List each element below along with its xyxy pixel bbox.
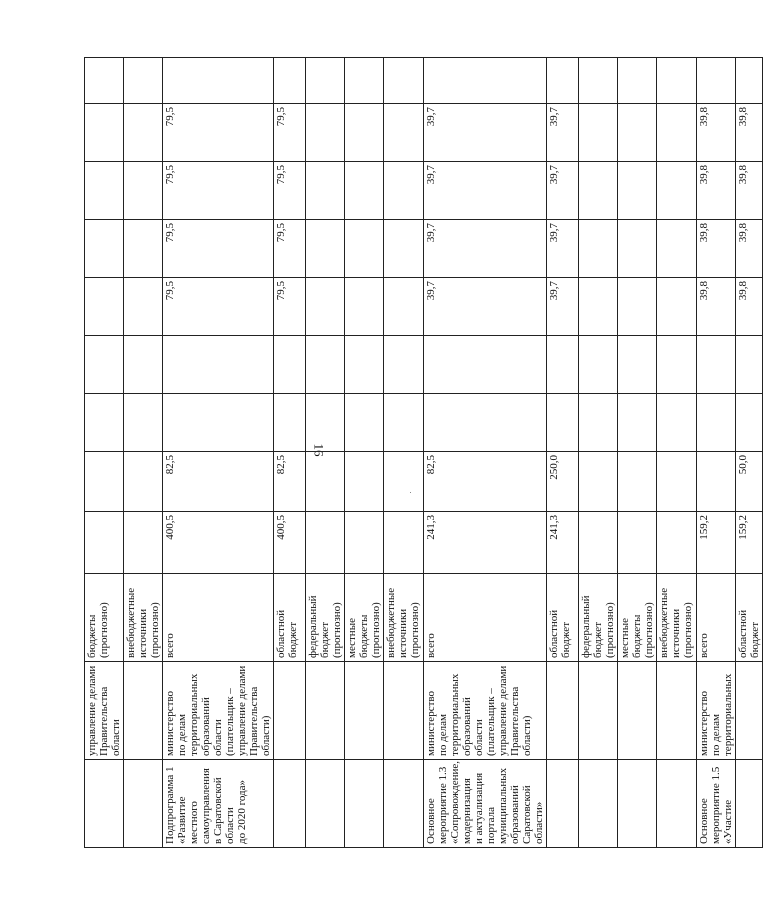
executor-cell	[547, 662, 579, 760]
amount-cell	[124, 512, 163, 574]
executor-cell	[306, 662, 345, 760]
amount-cell	[306, 394, 345, 452]
amount-cell: 39,8	[697, 278, 736, 336]
amount-cell	[736, 58, 763, 104]
amount-cell	[657, 512, 697, 574]
funding-source-cell: федеральный бюджет (прогнозно)	[579, 574, 618, 662]
row-title-cell	[306, 760, 345, 848]
amount-cell	[124, 452, 163, 512]
row-title-cell	[657, 760, 697, 848]
executor-cell: министерство по делам территориальных	[697, 662, 736, 760]
table-row	[85, 58, 124, 848]
row-title-cell	[384, 760, 424, 848]
amount-cell	[85, 58, 124, 104]
table-row	[274, 58, 306, 848]
amount-cell	[85, 512, 124, 574]
executor-cell	[124, 662, 163, 760]
amount-cell	[657, 278, 697, 336]
amount-cell	[124, 162, 163, 220]
amount-cell	[274, 394, 306, 452]
amount-cell: 400,5	[274, 512, 306, 574]
amount-cell	[124, 58, 163, 104]
amount-cell: 241,3	[547, 512, 579, 574]
amount-cell: 39,7	[547, 220, 579, 278]
row-title-cell: Основное мероприятие 1.5 «Участие	[697, 760, 736, 848]
amount-cell	[306, 162, 345, 220]
amount-cell: 39,8	[697, 104, 736, 162]
amount-cell	[618, 220, 657, 278]
amount-cell: 39,8	[736, 220, 763, 278]
amount-cell: 79,5	[163, 162, 274, 220]
table-row	[345, 58, 384, 848]
amount-cell	[618, 278, 657, 336]
executor-cell	[618, 662, 657, 760]
amount-cell: 39,7	[547, 104, 579, 162]
amount-cell	[384, 394, 424, 452]
funding-source-cell: федеральный бюджет (прогнозно)	[306, 574, 345, 662]
amount-cell	[85, 104, 124, 162]
amount-cell: 400,5	[163, 512, 274, 574]
amount-cell	[345, 336, 384, 394]
funding-source-cell: всего	[424, 574, 547, 662]
amount-cell	[579, 278, 618, 336]
executor-cell	[579, 662, 618, 760]
amount-cell	[657, 394, 697, 452]
amount-cell	[85, 336, 124, 394]
amount-cell	[345, 58, 384, 104]
page-number: 16	[311, 443, 327, 457]
row-title-cell: Подпрограмма 1 «Развитие местного самоуправления в Саратовской области до 2020 года»	[163, 760, 274, 848]
amount-cell: 79,5	[274, 220, 306, 278]
amount-cell	[306, 58, 345, 104]
funding-source-cell: внебюджетные источники (прогнозно)	[124, 574, 163, 662]
amount-cell	[345, 162, 384, 220]
table-row	[384, 58, 424, 848]
funding-source-cell: областной бюджет	[274, 574, 306, 662]
table-row	[424, 58, 547, 848]
amount-cell	[579, 452, 618, 512]
amount-cell	[306, 104, 345, 162]
funding-source-cell: всего	[163, 574, 274, 662]
amount-cell	[306, 512, 345, 574]
amount-cell	[618, 394, 657, 452]
amount-cell	[697, 452, 736, 512]
amount-cell	[345, 278, 384, 336]
amount-cell	[384, 162, 424, 220]
amount-cell	[345, 512, 384, 574]
amount-cell	[124, 104, 163, 162]
amount-cell: 82,5	[424, 452, 547, 512]
amount-cell	[657, 162, 697, 220]
row-title-cell	[85, 760, 124, 848]
funding-source-cell: внебюджетные источники (прогнозно)	[657, 574, 697, 662]
amount-cell	[124, 278, 163, 336]
amount-cell: 79,5	[274, 104, 306, 162]
amount-cell: 50,0	[736, 452, 763, 512]
amount-cell: 39,7	[547, 278, 579, 336]
amount-cell: 39,7	[424, 104, 547, 162]
amount-cell	[384, 452, 424, 512]
table-row	[618, 58, 657, 848]
amount-cell	[163, 336, 274, 394]
amount-cell	[384, 220, 424, 278]
row-title-cell	[345, 760, 384, 848]
amount-cell	[697, 336, 736, 394]
amount-cell: 79,5	[163, 220, 274, 278]
table-row	[547, 58, 579, 848]
amount-cell	[163, 58, 274, 104]
amount-cell	[657, 452, 697, 512]
amount-cell	[345, 104, 384, 162]
amount-cell	[384, 512, 424, 574]
amount-cell	[124, 220, 163, 278]
budget-table-frame	[84, 58, 761, 848]
amount-cell	[85, 278, 124, 336]
amount-cell: 39,8	[736, 104, 763, 162]
amount-cell: 159,2	[736, 512, 763, 574]
row-title-cell	[579, 760, 618, 848]
amount-cell	[579, 220, 618, 278]
amount-cell: 39,7	[424, 220, 547, 278]
table-row	[124, 58, 163, 848]
amount-cell	[306, 278, 345, 336]
amount-cell	[384, 104, 424, 162]
amount-cell	[384, 278, 424, 336]
amount-cell	[579, 58, 618, 104]
amount-cell	[424, 58, 547, 104]
funding-source-cell: всего	[697, 574, 736, 662]
funding-source-cell: внебюджетные источники (прогнозно)	[384, 574, 424, 662]
amount-cell	[579, 162, 618, 220]
amount-cell	[618, 104, 657, 162]
amount-cell	[345, 452, 384, 512]
amount-cell	[618, 336, 657, 394]
amount-cell	[424, 394, 547, 452]
amount-cell	[657, 104, 697, 162]
amount-cell: 250,0	[547, 452, 579, 512]
table-row	[306, 58, 345, 848]
amount-cell	[697, 58, 736, 104]
amount-cell	[657, 58, 697, 104]
funding-source-cell: областной бюджет	[736, 574, 763, 662]
amount-cell: 79,5	[163, 104, 274, 162]
executor-cell	[274, 662, 306, 760]
amount-cell: 159,2	[697, 512, 736, 574]
amount-cell: 39,8	[736, 162, 763, 220]
amount-cell	[618, 512, 657, 574]
amount-cell	[306, 452, 345, 512]
amount-cell	[384, 336, 424, 394]
amount-cell	[618, 162, 657, 220]
row-title-cell: Основное мероприятие 1.3 «Сопровождение, модернизация и актуализация портала муниципальных образований Саратовской области»	[424, 760, 547, 848]
table-row	[579, 58, 618, 848]
amount-cell	[579, 394, 618, 452]
row-title-cell	[618, 760, 657, 848]
amount-cell	[736, 394, 763, 452]
amount-cell	[547, 58, 579, 104]
amount-cell	[85, 452, 124, 512]
amount-cell	[579, 336, 618, 394]
amount-cell	[547, 336, 579, 394]
amount-cell	[163, 394, 274, 452]
funding-source-cell: бюджеты (прогнозно)	[85, 574, 124, 662]
amount-cell	[85, 394, 124, 452]
amount-cell	[345, 394, 384, 452]
funding-source-cell: местные бюджеты (прогнозно)	[618, 574, 657, 662]
amount-cell	[547, 394, 579, 452]
amount-cell	[424, 336, 547, 394]
row-title-cell	[274, 760, 306, 848]
row-title-cell	[547, 760, 579, 848]
amount-cell	[306, 336, 345, 394]
amount-cell: 79,5	[274, 162, 306, 220]
amount-cell	[657, 220, 697, 278]
executor-cell	[657, 662, 697, 760]
amount-cell: 82,5	[274, 452, 306, 512]
table-row	[657, 58, 697, 848]
executor-cell: управление делами Правительства области	[85, 662, 124, 760]
amount-cell: 39,8	[697, 162, 736, 220]
amount-cell	[579, 512, 618, 574]
funding-source-cell: местные бюджеты (прогнозно)	[345, 574, 384, 662]
row-title-cell	[736, 760, 763, 848]
amount-cell	[274, 336, 306, 394]
amount-cell	[736, 336, 763, 394]
row-title-cell	[124, 760, 163, 848]
amount-cell	[345, 220, 384, 278]
executor-cell: министерство по делам территориальных образований области (плательщик – управление делами Правительства области)	[163, 662, 274, 760]
amount-cell	[124, 336, 163, 394]
executor-cell	[384, 662, 424, 760]
amount-cell	[384, 58, 424, 104]
amount-cell: 79,5	[274, 278, 306, 336]
amount-cell: 79,5	[163, 278, 274, 336]
amount-cell: 39,7	[547, 162, 579, 220]
amount-cell: 39,8	[697, 220, 736, 278]
amount-cell	[306, 220, 345, 278]
amount-cell: 241,3	[424, 512, 547, 574]
amount-cell: 82,5	[163, 452, 274, 512]
amount-cell	[274, 58, 306, 104]
amount-cell: 39,7	[424, 162, 547, 220]
executor-cell	[345, 662, 384, 760]
amount-cell: 39,8	[736, 278, 763, 336]
amount-cell	[85, 220, 124, 278]
executor-cell: министерство по делам территориальных образований области (плательщик – управление делами Правительства области)	[424, 662, 547, 760]
table-row	[163, 58, 274, 848]
amount-cell	[85, 162, 124, 220]
table-row	[697, 58, 736, 848]
amount-cell	[124, 394, 163, 452]
amount-cell	[697, 394, 736, 452]
budget-table	[84, 57, 763, 848]
executor-cell	[736, 662, 763, 760]
table-row	[736, 58, 763, 848]
amount-cell	[657, 336, 697, 394]
amount-cell	[618, 58, 657, 104]
amount-cell: 39,7	[424, 278, 547, 336]
amount-cell	[618, 452, 657, 512]
amount-cell	[579, 104, 618, 162]
funding-source-cell: областной бюджет	[547, 574, 579, 662]
